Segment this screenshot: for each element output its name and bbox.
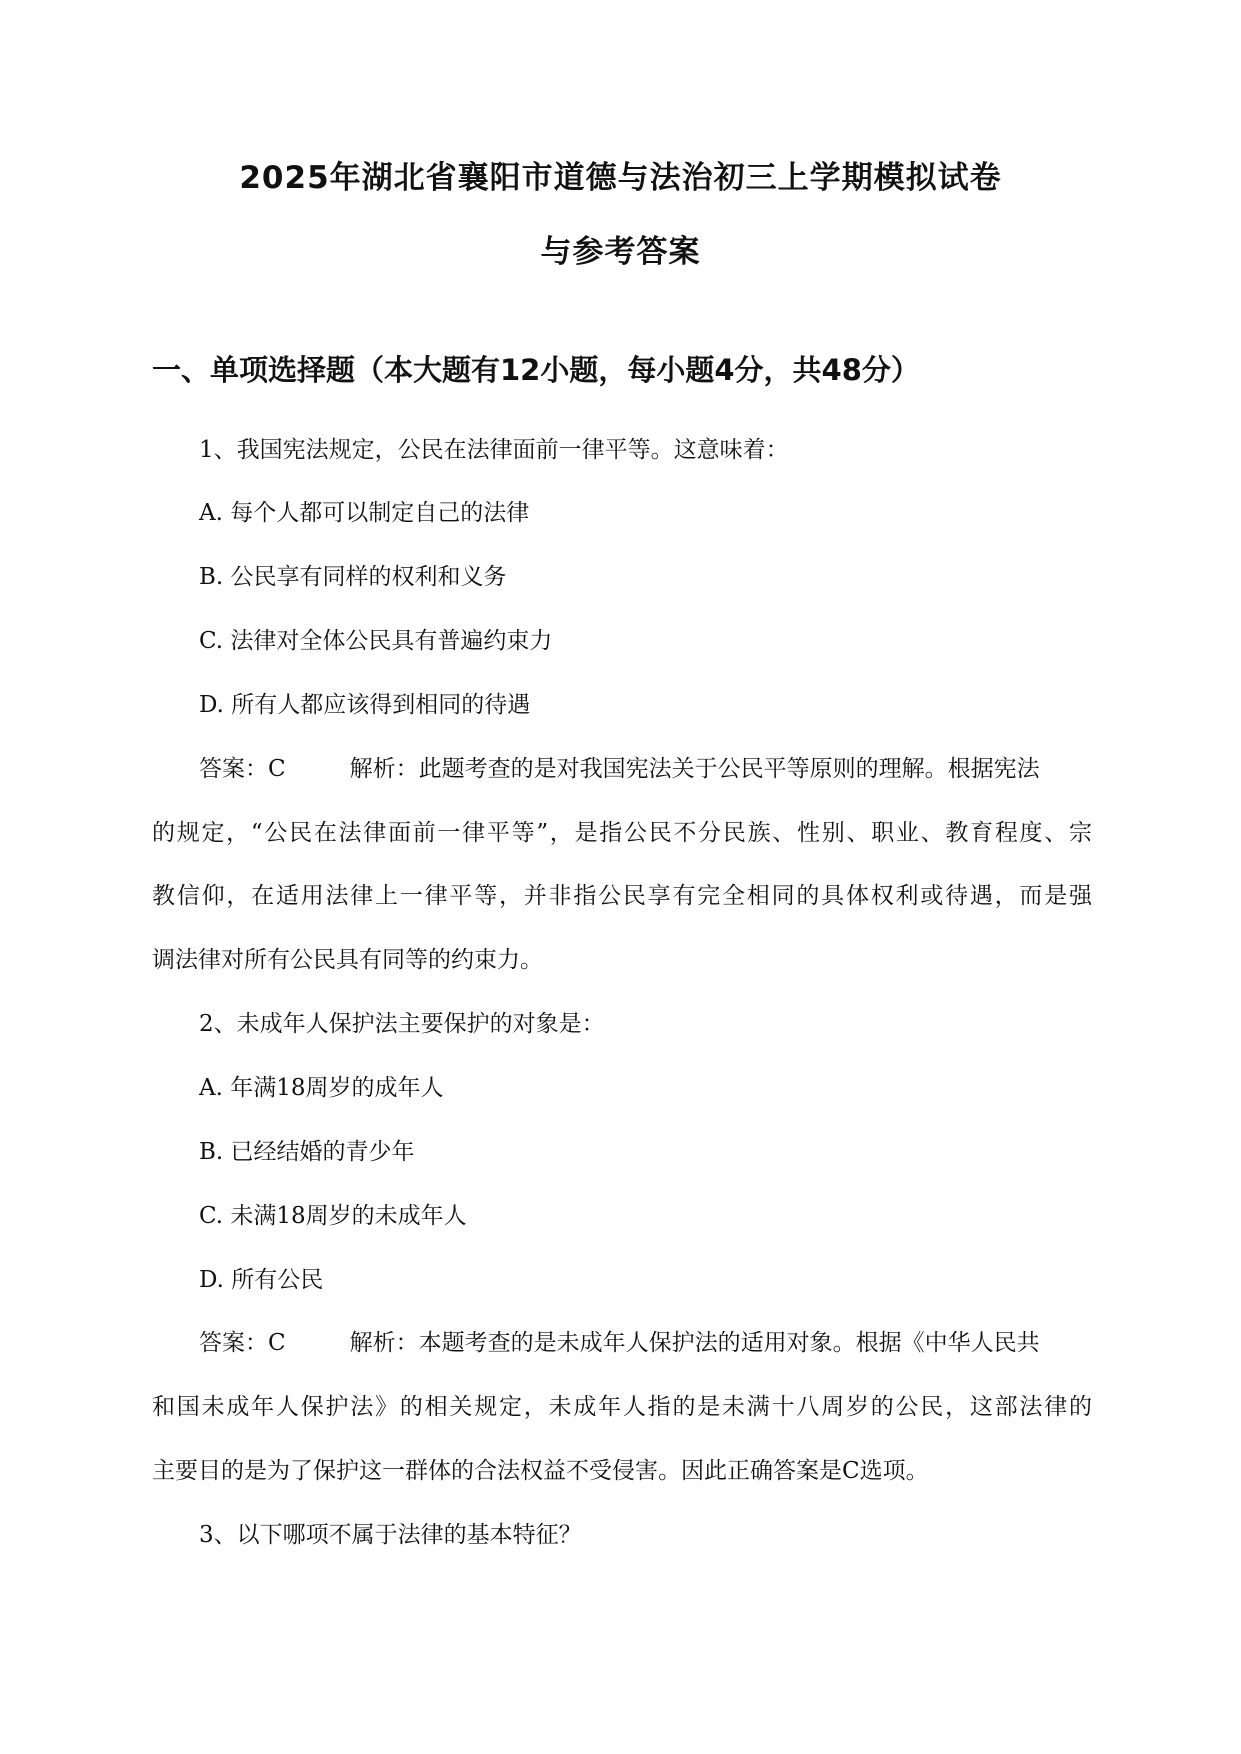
document-title-line2: 与参考答案 <box>540 234 701 270</box>
document-title-line1: 2025年湖北省襄阳市道德与法治初三上学期模拟试卷 <box>239 160 1002 196</box>
question-1-option-a: A. 每个人都可以制定自己的法律 <box>199 500 530 526</box>
question-1-answer-line <box>199 753 1040 785</box>
question-1-stem: 1、我国宪法规定，公民在法律面前一律平等。这意味着： <box>199 437 789 463</box>
question-2-explanation-line-1: 解析：本题考查的是未成年人保护法的适用对象。根据《中华人民共 <box>349 1330 1040 1356</box>
question-1-answer: 答案：C <box>199 756 286 782</box>
question-1-explanation-line-4: 调法律对所有公民具有同等的约束力。 <box>152 947 543 973</box>
question-2-answer: 答案：C <box>199 1330 286 1356</box>
question-1-explanation-line-3: 教信仰，在适用法律上一律平等，并非指公民享有完全相同的具体权利或待遇，而是强 <box>152 883 1092 909</box>
question-1-option-d: D. 所有人都应该得到相同的待遇 <box>199 692 531 718</box>
section-heading: 一、单项选择题（本大题有12小题，每小题4分，共48分） <box>152 353 920 387</box>
question-1-explanation-line-2: 的规定，“公民在法律面前一律平等”，是指公民不分民族、性别、职业、教育程度、宗 <box>152 820 1092 846</box>
question-2-option-c: C. 未满18周岁的未成年人 <box>199 1203 467 1229</box>
question-2-option-b: B. 已经结婚的青少年 <box>199 1139 415 1165</box>
question-2-stem: 2、未成年人保护法主要保护的对象是： <box>199 1011 605 1037</box>
question-2-option-a: A. 年满18周岁的成年人 <box>199 1075 444 1101</box>
question-2-explanation-line-3: 主要目的是为了保护这一群体的合法权益不受侵害。因此正确答案是C选项。 <box>152 1458 929 1484</box>
question-2-answer-line <box>199 1327 1040 1359</box>
question-2-explanation-line-2: 和国未成年人保护法》的相关规定，未成年人指的是未满十八周岁的公民，这部法律的 <box>152 1394 1092 1420</box>
question-1-option-b: B. 公民享有同样的权利和义务 <box>199 564 507 590</box>
question-3-stem: 3、以下哪项不属于法律的基本特征？ <box>199 1522 582 1548</box>
question-1-option-c: C. 法律对全体公民具有普遍约束力 <box>199 628 553 654</box>
question-2-option-d: D. 所有公民 <box>199 1267 324 1293</box>
question-1-explanation-line-1: 解析：此题考查的是对我国宪法关于公民平等原则的理解。根据宪法 <box>349 756 1040 782</box>
